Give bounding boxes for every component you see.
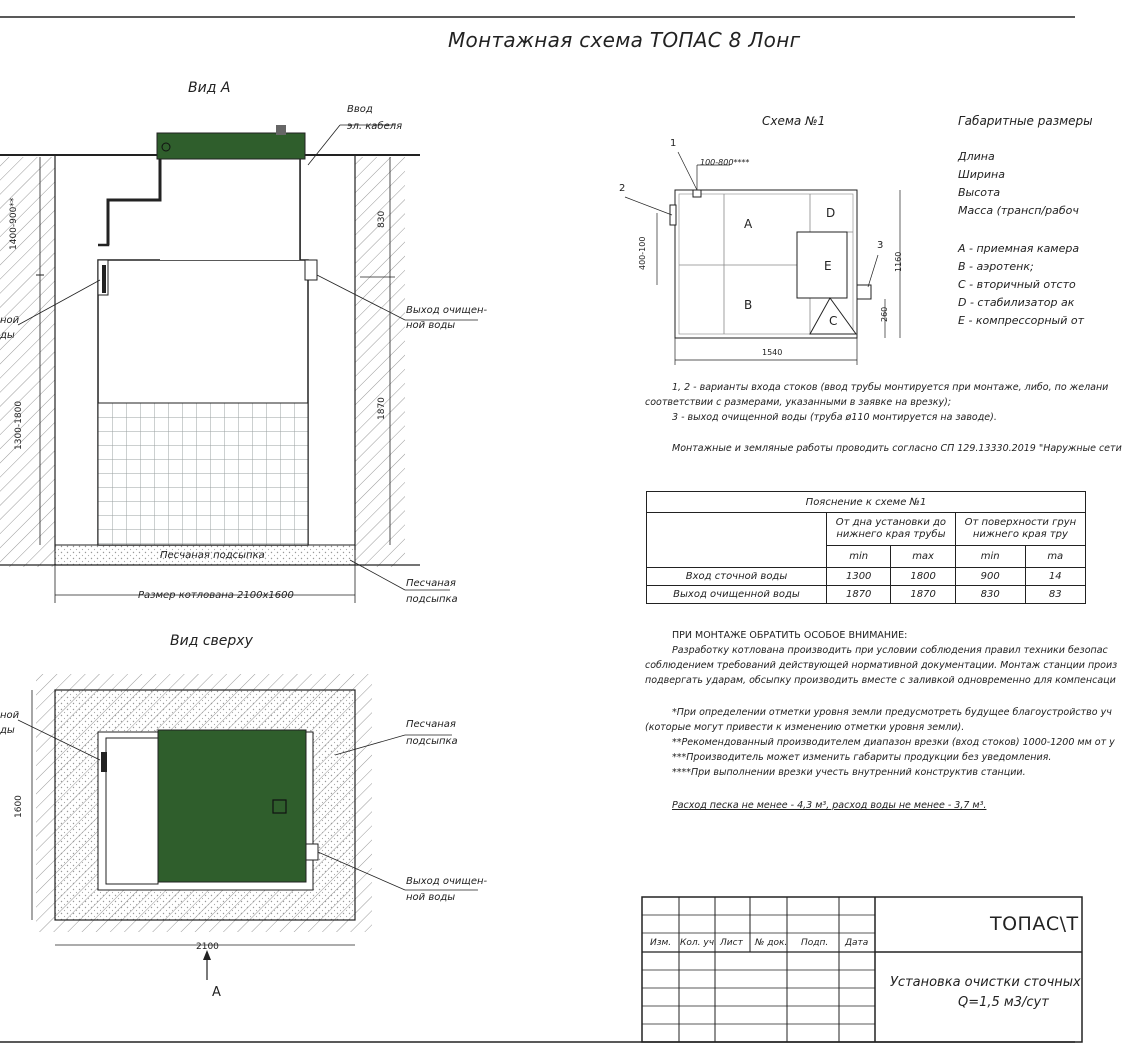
stamp-date: Дата (845, 938, 869, 948)
top-inlet-label-2: ды (0, 725, 15, 736)
sand-bed-inner-label: Песчаная подсыпка (160, 550, 265, 561)
table-sub-max2: ma (1025, 546, 1085, 568)
attention-p2: соблюдением требований действующей нормативной документации. Монтаж станции произ (645, 660, 1118, 671)
table-cell: 1300 (827, 568, 891, 586)
table-corner (647, 513, 827, 568)
outlet-label-a-2: ной воды (406, 320, 456, 331)
scheme1-callout-1: 1 (670, 138, 677, 149)
stamp-list: Лист (720, 938, 743, 948)
dim-right-bottom: 1870 (377, 397, 387, 420)
legend-d: D - стабилизатор ак (958, 296, 1075, 309)
footnote-3: **Рекомендованный производителем диапазон врезки (вход стоков) 1000-1200 мм от у (672, 737, 1115, 748)
zone-e: E (824, 259, 832, 273)
table-caption: Пояснение к схеме №1 (647, 492, 1086, 513)
table-group1-line2: нижнего края трубы (836, 529, 946, 540)
table-group1 (827, 513, 956, 546)
dim-row-length: Длина (958, 150, 995, 163)
table-cell: 83 (1025, 586, 1085, 604)
view-a-heading: Вид А (188, 80, 231, 96)
top-outlet-label-2: ной воды (406, 892, 456, 903)
scheme1-dim-top: 100-800**** (700, 158, 750, 167)
note-line-4: Монтажные и земляные работы проводить согласно СП 129.13330.2019 "Наружные сети (672, 443, 1122, 454)
top-sand-bed-label-2: подсыпка (406, 736, 458, 747)
dim-row-height: Высота (958, 186, 1001, 199)
cable-entry-label-1: Ввод (347, 104, 373, 115)
scheme1-dim-left: 400-100 (638, 236, 647, 270)
scheme1-dim-right: 1160 (894, 251, 903, 272)
stamp-izm: Изм. (650, 938, 672, 948)
attention-p3: подвергать ударам, обсыпку производить вместе с заливкой одновременно для компенсаци (645, 675, 1116, 686)
view-top-heading: Вид сверху (170, 633, 253, 649)
scheme1-callout-2: 2 (619, 183, 626, 194)
legend-b: В - аэротенк; (958, 260, 1034, 273)
table-cell: 900 (955, 568, 1025, 586)
inlet-label-a-2: ды (0, 330, 15, 341)
scheme1-callout-3: 3 (877, 240, 884, 251)
scheme1-heading: Схема №1 (762, 114, 826, 128)
table-cell: 1870 (827, 586, 891, 604)
table-cell: 1870 (891, 586, 955, 604)
table-group2-line1: От поверхности грун (964, 517, 1077, 528)
dim-right-top: 830 (377, 210, 387, 228)
legend-a: А - приемная камера (958, 242, 1080, 255)
attention-p1: Разработку котлована производить при условии соблюдения правил техники безопас (672, 645, 1108, 656)
footnote-4: ***Производитель может изменить габариты продукции без уведомления. (672, 752, 1052, 763)
note-line-1: 1, 2 - варианты входа стоков (ввод трубы монтируется при монтаже, либо, по желани (672, 382, 1109, 393)
zone-b: B (744, 298, 753, 312)
dim-left-bottom: 1300-1800 (14, 400, 24, 450)
scheme1-dim-bottom: 1540 (762, 348, 783, 357)
table-cell: 830 (955, 586, 1025, 604)
table-sub-min2: min (955, 546, 1025, 568)
legend-e: Е - компрессорный от (958, 314, 1084, 327)
sand-bed-outer-label-2: подсыпка (406, 594, 458, 605)
table-group2-line2: нижнего края тру (972, 529, 1068, 540)
table-group1-line1: От дна установки до (835, 517, 947, 528)
footnote-2: (которые могут привести к изменению отметки уровня земли). (645, 722, 965, 733)
table-row-label: Выход очищенной воды (647, 586, 827, 604)
cable-entry-label-2: эл. кабеля (347, 121, 403, 132)
table-row-label: Вход сточной воды (647, 568, 827, 586)
pit-size-label: Размер котлована 2100х1600 (138, 590, 294, 601)
sand-bed-outer-label-1: Песчаная (406, 578, 456, 589)
view-a-drawing (0, 95, 500, 655)
top-outlet-label-1: Выход очищен- (406, 876, 488, 887)
note-line-3: 3 - выход очищенной воды (труба ø110 монтируется на заводе). (672, 412, 997, 423)
attention-heading: ПРИ МОНТАЖЕ ОБРАТИТЬ ОСОБОЕ ВНИМАНИЕ: (672, 630, 908, 641)
stamp-code: ТОПАС\Т (990, 913, 1079, 935)
consumption-note: Расход песка не менее - 4,3 м³, расход воды не менее - 3,7 м³. (672, 800, 987, 811)
dim-left-top: 1400-900** (9, 197, 19, 250)
dim-row-width: Ширина (958, 168, 1005, 181)
stamp-sign: Подп. (801, 938, 829, 948)
top-dim-width: 2100 (196, 942, 219, 952)
zone-c: C (829, 314, 838, 328)
legend-c: С - вторичный отсто (958, 278, 1076, 291)
page-title: Монтажная схема ТОПАС 8 Лонг (448, 28, 801, 52)
footnote-5: ****При выполнении врезки учесть внутренний конструктив станции. (672, 767, 1026, 778)
note-line-2: соответствии с размерами, указанными в заявке на врезку); (645, 397, 952, 408)
zone-d: D (826, 206, 836, 220)
top-inlet-label-1: ной (0, 710, 20, 721)
table-sub-min1: min (827, 546, 891, 568)
dim-row-mass: Масса (трансп/рабоч (958, 204, 1079, 217)
dimensions-heading: Габаритные размеры (958, 114, 1093, 128)
top-sand-bed-label-1: Песчаная (406, 719, 456, 730)
scheme1-drawing (610, 135, 910, 365)
table-group2 (955, 513, 1085, 546)
outlet-label-a-1: Выход очищен- (406, 305, 488, 316)
scheme1-dim-small: 260 (880, 306, 889, 322)
top-arrow-label: А (212, 985, 221, 1000)
explanation-table (646, 491, 1086, 604)
table-cell: 1800 (891, 568, 955, 586)
stamp-desc-1: Установка очистки сточных (890, 975, 1081, 990)
table-sub-max1: max (891, 546, 955, 568)
view-top-drawing (0, 660, 500, 1000)
stamp-desc-2: Q=1,5 м3/сут (958, 995, 1049, 1010)
footnote-1: *При определении отметки уровня земли предусмотреть будущее благоустройство уч (672, 707, 1112, 718)
table-cell: 14 (1025, 568, 1085, 586)
stamp-kol: Кол. уч. (680, 938, 717, 948)
top-dim-height: 1600 (14, 795, 24, 818)
zone-a: A (744, 217, 753, 231)
inlet-label-a-1: ной (0, 315, 20, 326)
stamp-doc: № док. (755, 938, 788, 948)
